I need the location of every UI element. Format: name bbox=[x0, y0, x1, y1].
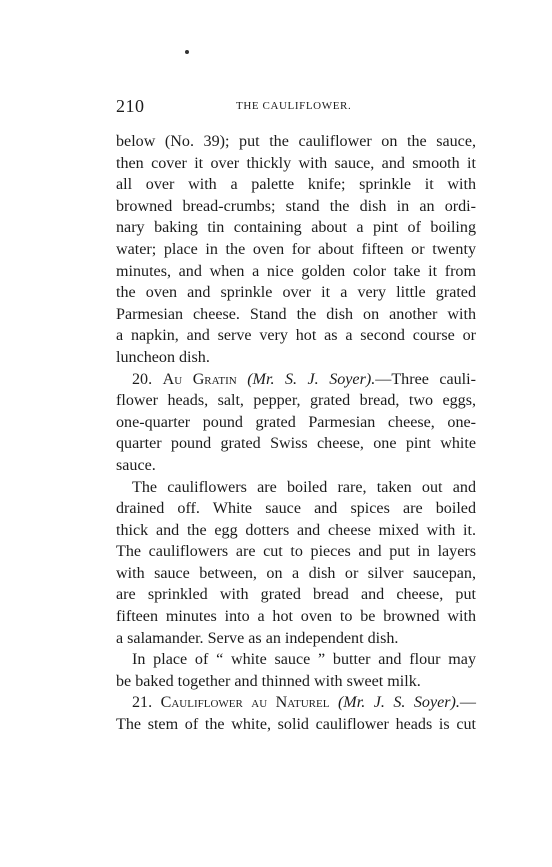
text-line: a napkin, and serve very hot as a second course or bbox=[116, 327, 476, 345]
recipe-author: (Mr. S. J. Soyer). bbox=[247, 370, 376, 388]
text-line: be baked together and thinned with sweet milk. bbox=[116, 672, 421, 690]
recipe-heading-rest: — bbox=[459, 694, 477, 712]
recipe-author: (Mr. J. S. Soyer). bbox=[337, 694, 460, 712]
page-body bbox=[116, 131, 476, 736]
recipe-heading-line bbox=[116, 692, 476, 714]
text-line: luncheon dish. bbox=[116, 348, 210, 366]
ink-speck bbox=[185, 50, 189, 54]
text-line: quarter pound grated Swiss cheese, one pint white bbox=[116, 435, 476, 453]
text-line: fifteen minutes into a hot oven to be browned with bbox=[116, 608, 476, 626]
page-number: 210 bbox=[116, 96, 145, 116]
text-line: are sprinkled with grated bread and cheese, put bbox=[116, 586, 476, 604]
text-line: In place of “ white sauce ” butter and flour may bbox=[132, 651, 476, 669]
text-line: with sauce between, on a dish or silver saucepan, bbox=[116, 564, 476, 582]
text-line: a salamander. Serve as an independent dish. bbox=[116, 629, 399, 647]
page-header bbox=[116, 96, 476, 116]
text-line: flower heads, salt, pepper, grated bread, two eggs, bbox=[116, 392, 476, 410]
text-line: browned bread-crumbs; stand the dish in an ordi- bbox=[116, 197, 476, 215]
recipe-title: Au Gratin bbox=[162, 370, 237, 388]
text-line: thick and the egg dotters and cheese mixed with it. bbox=[116, 521, 476, 539]
text-line: sauce. bbox=[116, 456, 156, 474]
text-line: The cauliflowers are boiled rare, taken out and bbox=[132, 478, 476, 496]
recipe-title: Cauliflower au Naturel bbox=[160, 694, 330, 712]
recipe-heading-line bbox=[116, 369, 476, 391]
text-line: Parmesian cheese. Stand the dish on another with bbox=[116, 305, 476, 323]
recipe-number: 21. bbox=[132, 694, 153, 712]
text-line: water; place in the oven for about fifteen or twenty bbox=[116, 240, 476, 258]
text-line: all over with a palette knife; sprinkle it with bbox=[116, 176, 476, 194]
recipe-heading-rest: —Three cauli- bbox=[375, 370, 476, 388]
text-line: The cauliflowers are cut to pieces and put in layers bbox=[116, 543, 476, 561]
running-head: THE CAULIFLOWER. bbox=[236, 100, 352, 112]
text-line: The stem of the white, solid cauliflower heads is cut bbox=[116, 716, 476, 734]
text-line: the oven and sprinkle over it a very little grated bbox=[116, 284, 476, 302]
recipe-number: 20. bbox=[132, 370, 153, 388]
text-line: nary baking tin containing about a pint of boiling bbox=[116, 219, 476, 237]
text-line: one-quarter pound grated Parmesian cheese, one- bbox=[116, 413, 476, 431]
text-line: then cover it over thickly with sauce, and smooth it bbox=[116, 154, 476, 172]
text-line: drained off. White sauce and spices are boiled bbox=[116, 500, 476, 518]
text-line: below (No. 39); put the cauliflower on the sauce, bbox=[116, 133, 476, 150]
text-line: minutes, and when a nice golden color take it from bbox=[116, 262, 476, 280]
